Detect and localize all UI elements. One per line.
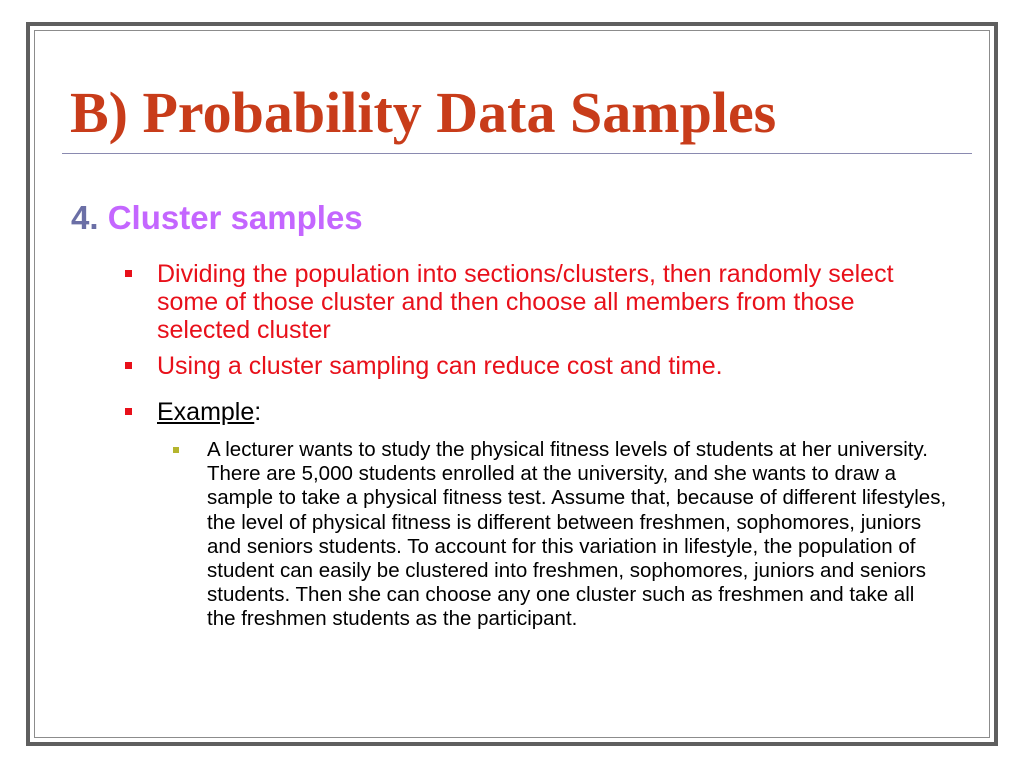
section-title: Cluster samples (107, 199, 363, 236)
bullet-text: Dividing the population into sections/clusters, then randomly select some of those cluster and then choose all members from those selected cluster (157, 260, 894, 344)
example-sub-list (173, 438, 945, 632)
example-link[interactable]: Example (157, 398, 255, 426)
example-bullet (125, 398, 945, 632)
section-heading (71, 197, 363, 239)
example-sub-bullet (173, 438, 947, 632)
title-divider (62, 153, 972, 154)
slide-title: B) Probability Data Samples (70, 80, 777, 145)
bullet-marker-icon (125, 408, 132, 415)
bullet-item (125, 260, 945, 344)
example-text: A lecturer wants to study the physical fitness levels of students at her university. There are 5,000 students enrolled at the university, and she wants to draw a sample to take a physical fitness test. Assume that, because of different lifestyles, the level of physical fitness is different between freshmen, sophomores, juniors and seniors students. To account for this variation in lifestyle, the population of student can easily be clustered into freshmen, sophomores, juniors and seniors students. Then she can choose any one cluster such as freshmen and take all the freshmen students as the participant. (207, 438, 947, 631)
bullet-item (125, 352, 945, 380)
bullet-list (125, 260, 945, 632)
section-number: 4. (71, 199, 99, 236)
sub-bullet-marker-icon (173, 447, 179, 453)
example-colon: : (254, 398, 262, 426)
bullet-marker-icon (125, 362, 132, 369)
bullet-text: Using a cluster sampling can reduce cost and time. (157, 352, 723, 380)
bullet-marker-icon (125, 270, 132, 277)
